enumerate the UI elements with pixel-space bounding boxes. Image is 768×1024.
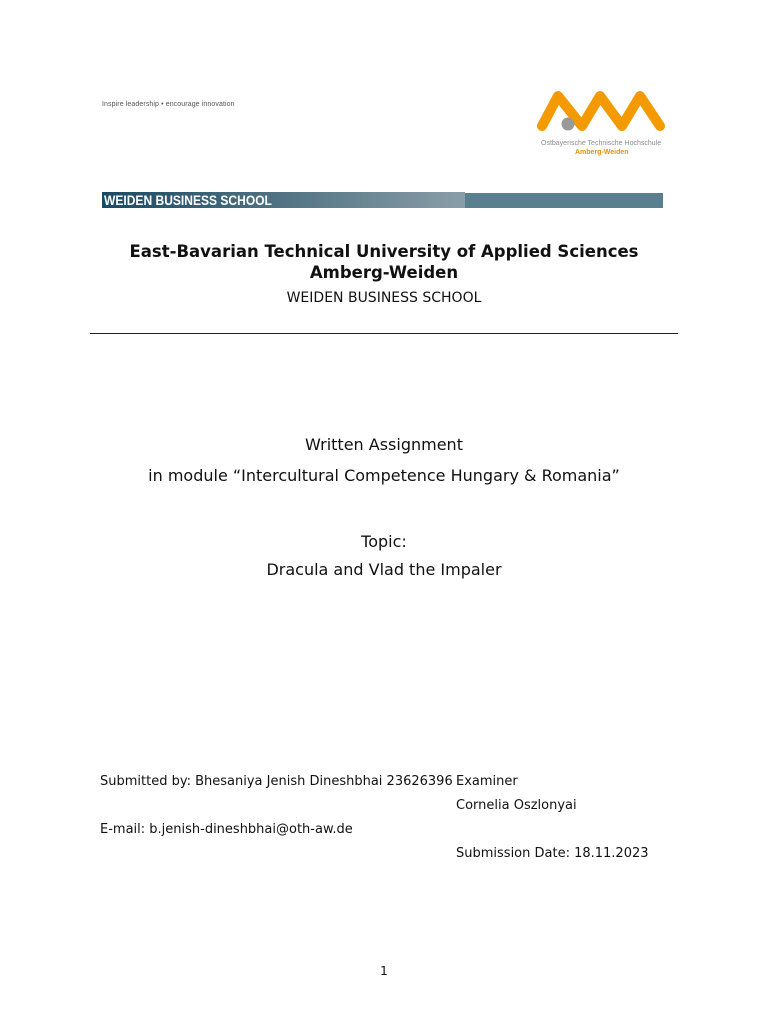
email-address: E-mail: b.jenish-dineshbhai@oth-aw.de — [100, 822, 353, 837]
banner-bar — [465, 193, 663, 208]
examiner-name: Cornelia Oszlonyai — [456, 798, 577, 813]
oth-aw-logo — [536, 86, 668, 162]
examiner-label: Examiner — [456, 774, 518, 789]
assignment-type: Written Assignment — [305, 435, 463, 454]
submission-date: Submission Date: 18.11.2023 — [456, 846, 649, 861]
topic-title: Dracula and Vlad the Impaler — [266, 560, 502, 579]
banner-title: WEIDEN BUSINESS SCHOOL — [104, 192, 272, 208]
school-name: WEIDEN BUSINESS SCHOOL — [286, 290, 482, 306]
tagline: Inspire leadership • encourage innovation — [102, 101, 235, 108]
oth-aw-logo-icon — [536, 86, 668, 134]
university-title — [0, 241, 768, 283]
submitted-by: Submitted by: Bhesaniya Jenish Dineshbhai 23626396 — [100, 774, 453, 789]
university-name-line2: Amberg-Weiden — [309, 263, 459, 282]
logo-text-line1: Ostbayerische Technische Hochschule — [541, 140, 662, 147]
topic-label: Topic: — [361, 532, 407, 551]
university-name-line1: East-Bavarian Technical University of Applied Sciences — [129, 242, 639, 261]
module-name: in module “Intercultural Competence Hungary & Romania” — [148, 466, 620, 485]
school-banner — [102, 192, 663, 208]
logo-text-line2: Amberg-Weiden — [575, 149, 629, 156]
page-number: 1 — [380, 964, 388, 978]
divider — [90, 333, 678, 334]
